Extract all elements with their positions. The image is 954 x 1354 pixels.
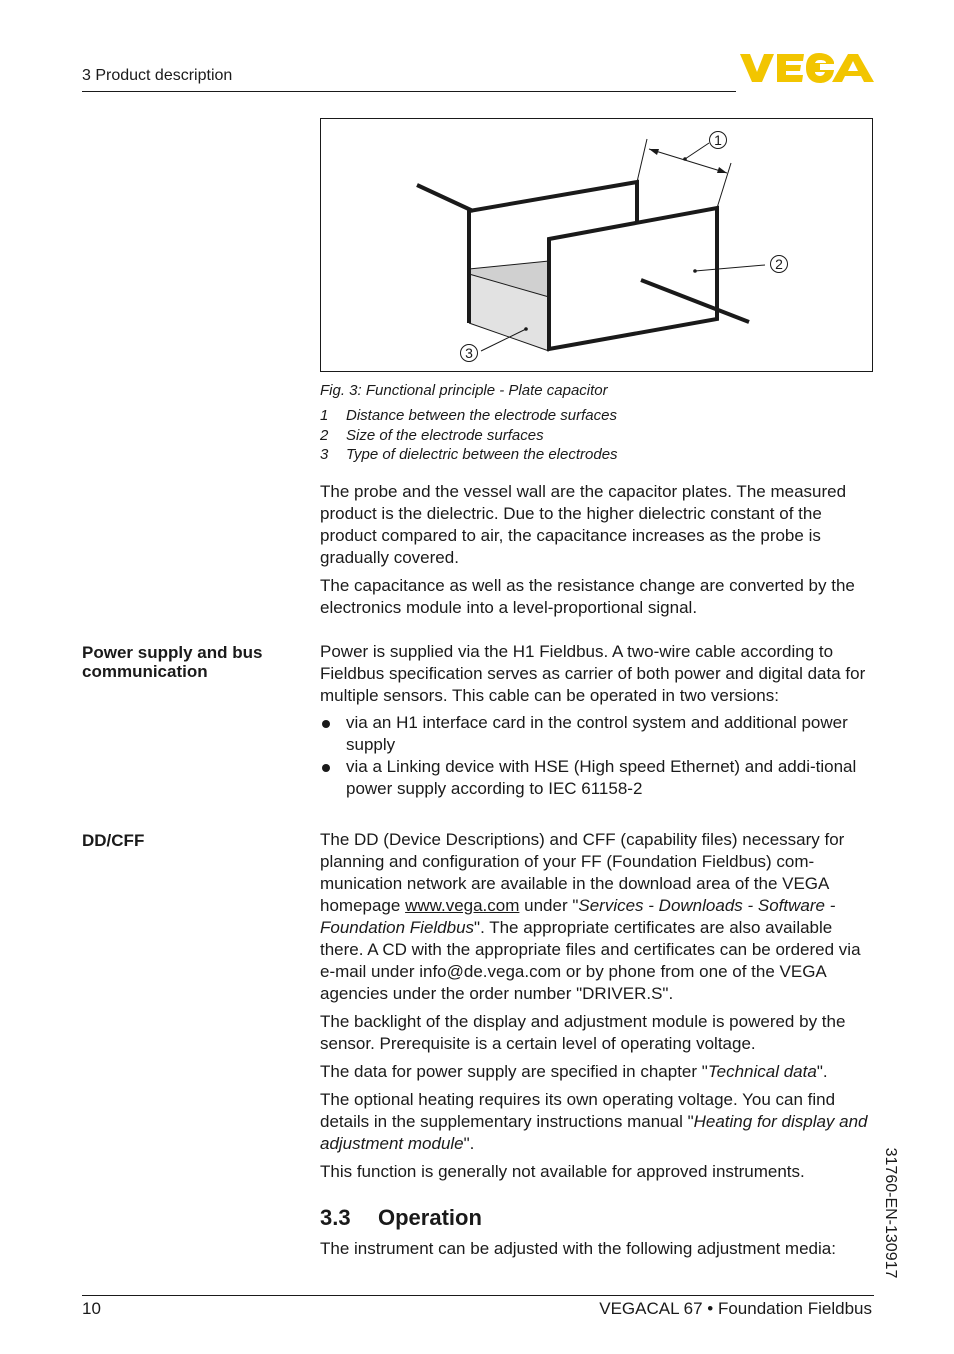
back-plate-lead xyxy=(417,185,473,211)
leader-line xyxy=(685,143,709,159)
dimension-line xyxy=(637,139,647,182)
ddcff-text xyxy=(320,829,876,1183)
leader-dot xyxy=(524,327,528,331)
power-supply-label: Power supply and bus communication xyxy=(82,643,263,681)
power-supply-bullets xyxy=(320,712,876,800)
vega-logo xyxy=(740,52,874,84)
dimension-arrow xyxy=(649,149,659,155)
dimension-line xyxy=(649,149,727,173)
intro-paragraph: The capacitance as well as the resistance change are converted by the electronics module into a level-proportional signal. xyxy=(320,576,855,617)
ddcff-paragraph: The backlight of the display and adjustment module is powered by the sensor. Prerequisite is a certain level of operating voltage. xyxy=(320,1012,846,1053)
figure-legend xyxy=(320,406,618,465)
ddcff-paragraph: The DD (Device Descriptions) and CFF (capability files) necessary for planning and configuration of your FF (Foundation Fieldbus) com-munication network are available in the download area of the VEGA homepage www.vega.com under "Services - Downloads - Software - Foundation Fieldbus". The appropriate certificates are also available there. A CD with the appropriate files and certificates can be ordered via e-mail under info@de.vega.com or by phone from one of the VEGA agencies under the order number "DRIVER.S". xyxy=(320,830,861,1003)
header-section-title: 3 Product description xyxy=(82,67,233,84)
svg-text:3: 3 xyxy=(465,345,473,361)
page-number: 10 xyxy=(82,1299,101,1318)
intro-paragraph: The probe and the vessel wall are the capacitor plates. The measured product is the dielectric. Due to the higher dielectric constant of the product compared to air, the capacitance increases as the probe is gradually covered. xyxy=(320,482,847,567)
section-heading: 3.3 Operation xyxy=(320,1205,482,1230)
svg-text:2: 2 xyxy=(775,256,783,272)
intro-text xyxy=(320,481,876,619)
callout-3 xyxy=(461,345,478,362)
bullet-icon xyxy=(322,764,330,772)
header-divider xyxy=(82,91,736,92)
dimension-arrow xyxy=(717,167,727,173)
list-item: via a Linking device with HSE (High speed Ethernet) and addi-tional power supply according to IEC 61158-2 xyxy=(320,756,876,800)
ddcff-paragraph: The optional heating requires its own operating voltage. You can find details in the supplementary instructions manual "Heating for display and adjustment module". xyxy=(320,1090,868,1153)
footer-divider xyxy=(82,1295,874,1296)
svg-text:1: 1 xyxy=(714,132,722,148)
document-code: 31760-EN-130917 xyxy=(882,1147,899,1279)
operation-text: The instrument can be adjusted with the following adjustment media: xyxy=(320,1239,836,1258)
footer-product-name: VEGACAL 67 • Foundation Fieldbus xyxy=(599,1299,872,1318)
vega-homepage-link[interactable]: www.vega.com xyxy=(405,896,520,915)
ddcff-paragraph: The data for power supply are specified in chapter "Technical data". xyxy=(320,1062,828,1081)
plate-capacitor-illustration xyxy=(321,119,874,373)
bullet-icon xyxy=(322,720,330,728)
ddcff-paragraph: This function is generally not available for approved instruments. xyxy=(320,1162,805,1181)
list-item: via an H1 interface card in the control system and additional power supply xyxy=(320,712,876,756)
power-supply-text: Power is supplied via the H1 Fieldbus. A two-wire cable according to Fieldbus specification serves as carrier of both power and digital data for multiple sensors. This cable can be operated in two versions: xyxy=(320,642,866,705)
leader-dot xyxy=(693,269,697,273)
callout-2 xyxy=(771,256,788,273)
legend-item: 1 Distance between the electrode surfaces xyxy=(320,407,617,424)
legend-item: 3 Type of dielectric between the electrodes xyxy=(320,446,618,463)
figure-plate-capacitor xyxy=(320,118,873,372)
figure-caption: Fig. 3: Functional principle - Plate capacitor xyxy=(320,382,608,399)
leader-dot xyxy=(683,157,687,161)
ddcff-label: DD/CFF xyxy=(82,831,145,850)
callout-1 xyxy=(710,132,727,149)
front-plate xyxy=(549,208,717,349)
legend-item: 2 Size of the electrode surfaces xyxy=(320,426,544,444)
